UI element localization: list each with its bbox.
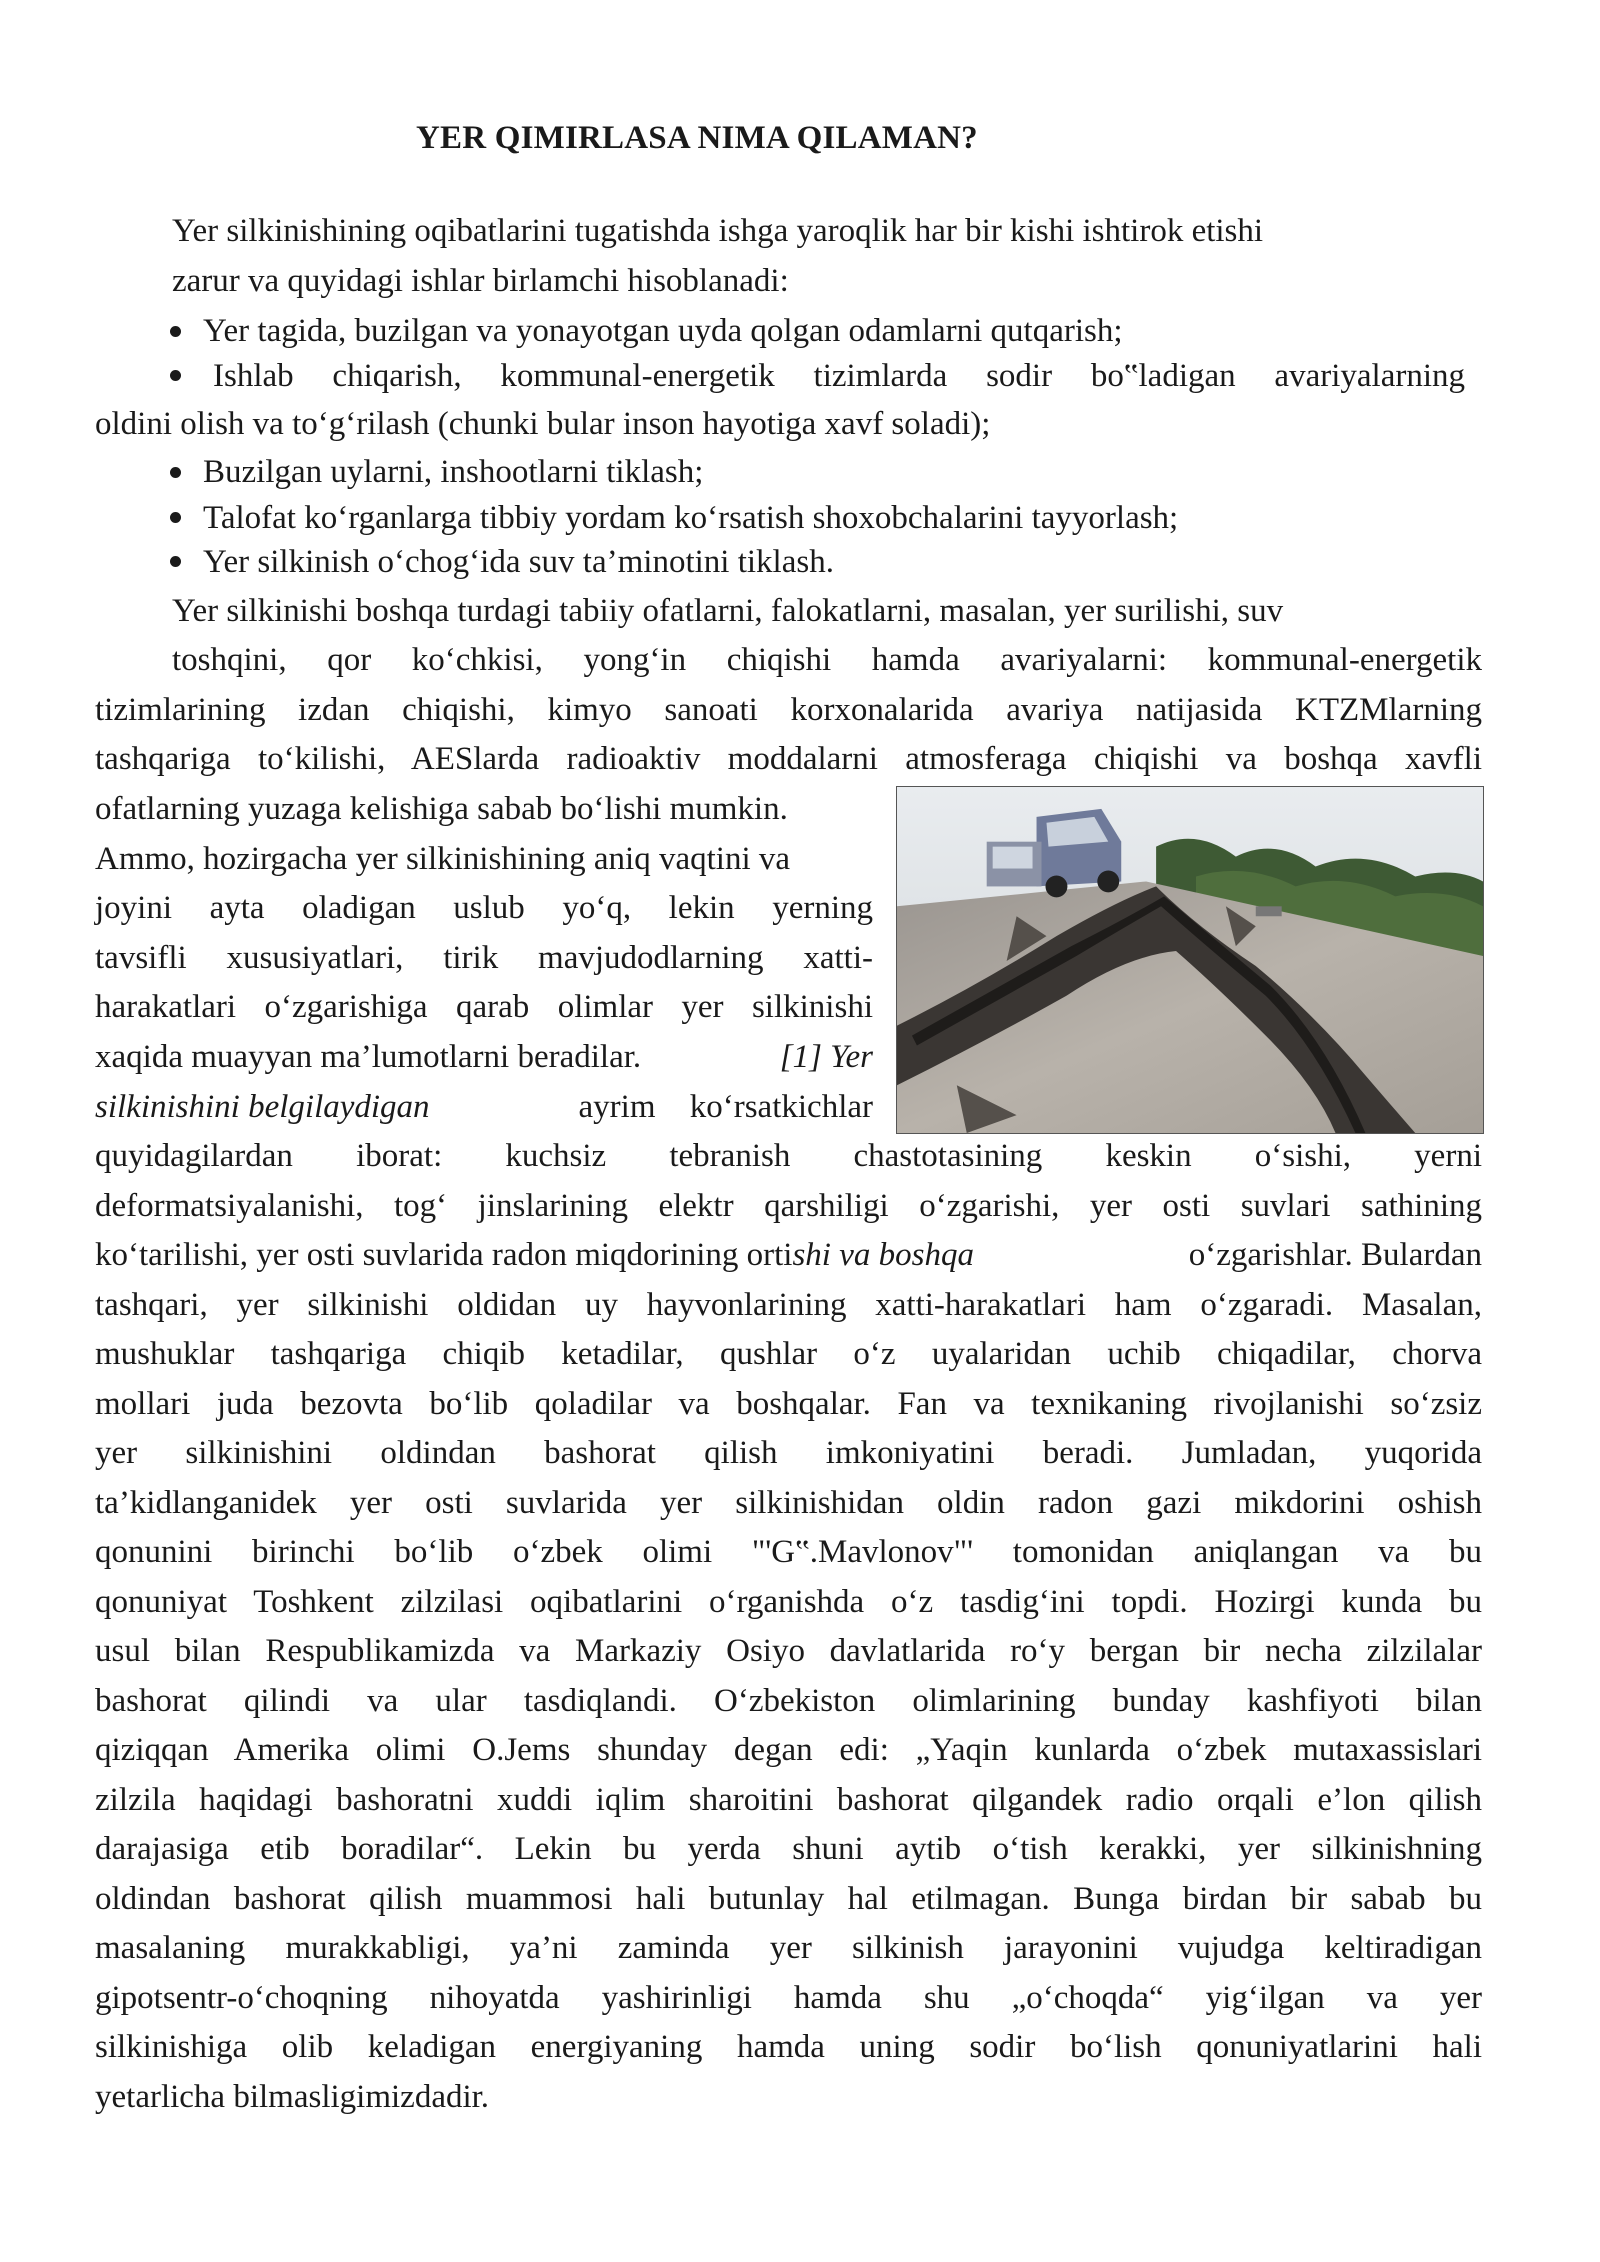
paragraph-line: qonunini birinchi bo‘lib o‘zbek olimi "'G‟.Mavlonov"' tomonidan aniqlangan va bu xyxy=(95,1534,1482,1570)
paragraph-line: tashqari, yer silkinishi oldidan uy hayvonlarining xatti-harakatlari ham o‘zgaradi. Masalan, xyxy=(95,1287,1482,1323)
paragraph-line: zarur va quyidagi ishlar birlamchi hisoblanadi: xyxy=(172,263,789,299)
paragraph-line: deformatsiyalanishi, tog‘ jinslarining elektr qarshiligi o‘zgarishi, yer osti suvlari sathining xyxy=(95,1188,1482,1224)
paragraph-line: harakatlari o‘zgarishiga qarab olimlar yer silkinishi xyxy=(95,989,873,1025)
paragraph-line: qiziqqan Amerika olimi O.Jems shunday degan edi: „Yaqin kunlarda o‘zbek mutaxassislari xyxy=(95,1732,1482,1768)
paragraph-line: Ammo, hozirgacha yer silkinishining aniq vaqtini va xyxy=(95,841,791,877)
line-text: ayrim ko‘rsatkichlar xyxy=(578,1089,873,1125)
line-text-italic: silkinishini belgilaydigan xyxy=(95,1089,430,1125)
line-text: xaqida muayyan ma’lumotlarni beradilar. xyxy=(95,1039,642,1075)
paragraph-line: silkinishiga olib keladigan energiyaning hamda uning sodir bo‘lish qonuniyatlarini hali xyxy=(95,2029,1482,2065)
paragraph-line xyxy=(95,1083,873,1133)
bullet-icon xyxy=(170,467,181,478)
line-text: ko‘tarilishi, yer osti suvlarida radon miqdorining ortishi va boshqa xyxy=(95,1237,974,1273)
paragraph-line: joyini ayta oladigan uslub yo‘q, lekin yerning xyxy=(95,890,873,926)
paragraph-line: quyidagilardan iborat: kuchsiz tebranish chastotasining keskin o‘sishi, yerni xyxy=(95,1138,1482,1174)
list-item: Yer silkinish o‘chog‘ida suv ta’minotini tiklash. xyxy=(203,544,834,580)
bullet-icon xyxy=(170,556,181,567)
paragraph-line: oldindan bashorat qilish muammosi hali butunlay hal etilmagan. Bunga birdan bir sabab bu xyxy=(95,1881,1482,1917)
paragraph-line: mushuklar tashqariga chiqib ketadilar, qushlar o‘z uyalaridan uchib chiqadilar, chorva xyxy=(95,1336,1482,1372)
list-item-continuation: oldini olish va to‘g‘rilash (chunki bular inson hayotiga xavf soladi); xyxy=(95,406,991,442)
paragraph-line: bashorat qilindi va ular tasdiqlandi. O‘zbekiston olimlarining bunday kashfiyoti bilan xyxy=(95,1683,1482,1719)
paragraph-line xyxy=(95,1231,1482,1281)
paragraph-line: Yer silkinishining oqibatlarini tugatishda ishga yaroqlik har bir kishi ishtirok etishi xyxy=(172,213,1264,249)
paragraph-line: usul bilan Respublikamizda va Markaziy Osiyo davlatlarida ro‘y bergan bir necha zilzilalar xyxy=(95,1633,1482,1669)
paragraph-line: mollari juda bezovta bo‘lib qoladilar va boshqalar. Fan va texnikaning rivojlanishi so‘zsiz xyxy=(95,1386,1482,1422)
list-item: Buzilgan uylarni, inshootlarni tiklash; xyxy=(203,454,704,490)
line-text-italic: shi va boshqa xyxy=(792,1237,974,1273)
paragraph-line: ta’kidlanganidek yer osti suvlarida yer silkinishidan oldin radon gazi mikdorini oshish xyxy=(95,1485,1482,1521)
paragraph-line: darajasiga etib boradilar“. Lekin bu yerda shuni aytib o‘tish kerakki, yer silkinishning xyxy=(95,1831,1482,1867)
paragraph-line: toshqini, qor ko‘chkisi, yong‘in chiqishi hamda avariyalarni: kommunal-energetik xyxy=(172,642,1482,678)
list-item: Ishlab chiqarish, kommunal-energetik tizimlarda sodir bo‟ladigan avariyalarning xyxy=(213,358,1465,394)
paragraph-line: tavsifli xususiyatlari, tirik mavjudodlarning xatti- xyxy=(95,940,873,976)
page-title: YER QIMIRLASA NIMA QILAMAN? xyxy=(416,120,978,156)
list-item: Talofat ko‘rganlarga tibbiy yordam ko‘rsatish shoxobchalarini tayyorlash; xyxy=(203,500,1179,536)
paragraph-line: yer silkinishini oldindan bashorat qilish imkoniyatini beradi. Jumladan, yuqorida xyxy=(95,1435,1482,1471)
list-item: Yer tagida, buzilgan va yonayotgan uyda qolgan odamlarni qutqarish; xyxy=(203,313,1123,349)
paragraph-line: gipotsentr-o‘choqning nihoyatda yashirinligi hamda shu „o‘choqda“ yig‘ilgan va yer xyxy=(95,1980,1482,2016)
paragraph-line: masalaning murakkabligi, ya’ni zaminda yer silkinish jarayonini vujudga keltiradigan xyxy=(95,1930,1482,1966)
line-text: o‘zgarishlar. Bulardan xyxy=(1188,1237,1482,1273)
cracked-road-image xyxy=(897,787,1483,1133)
paragraph-line: yetarlicha bilmasligimizdadir. xyxy=(95,2079,490,2115)
bullet-icon xyxy=(170,370,181,381)
paragraph-line: ofatlarning yuzaga kelishiga sabab bo‘lishi mumkin. xyxy=(95,791,788,827)
paragraph-line: tizimlarining izdan chiqishi, kimyo sanoati korxonalarida avariya natijasida KTZMlarning xyxy=(95,692,1482,728)
paragraph-line: qonuniyat Toshkent zilzilasi oqibatlarini o‘rganishda o‘z tasdig‘ini topdi. Hozirgi kunda bu xyxy=(95,1584,1482,1620)
paragraph-line xyxy=(95,1033,873,1083)
paragraph-line: Yer silkinishi boshqa turdagi tabiiy ofatlarni, falokatlarni, masalan, yer surilishi, suv xyxy=(172,593,1284,629)
paragraph-line: zilzila haqidagi bashoratni xuddi iqlim sharoitini bashorat qilgandek radio orqali e’lon qilish xyxy=(95,1782,1482,1818)
paragraph-line: tashqariga to‘kilishi, AESlarda radioaktiv moddalarni atmosferaga chiqishi va boshqa xavfli xyxy=(95,741,1482,777)
citation-text: [1] Yer xyxy=(779,1039,873,1075)
bullet-icon xyxy=(170,326,181,337)
earthquake-photo xyxy=(896,786,1484,1134)
bullet-icon xyxy=(170,512,181,523)
